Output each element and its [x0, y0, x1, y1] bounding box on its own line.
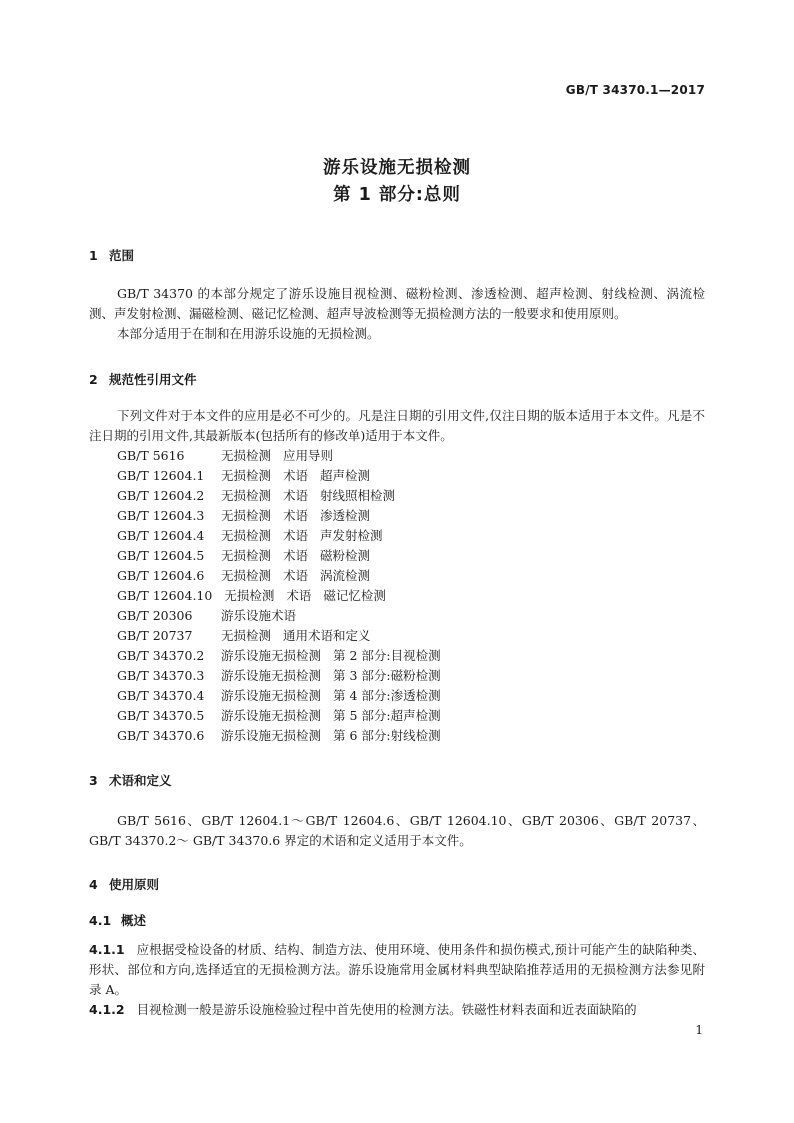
reference-code: GB/T 12604.2	[117, 488, 205, 503]
standard-code: GB/T 34370.1—2017	[565, 83, 705, 97]
reference-title-part: 第 3 部分:磁粉检测	[333, 668, 441, 683]
section-heading-normative-references	[89, 370, 197, 388]
section-number: 1	[89, 248, 98, 263]
reference-title-part: 术语	[283, 548, 309, 563]
reference-code: GB/T 34370.3	[117, 668, 205, 683]
clause-text: 应根据受检设备的材质、结构、制造方法、使用环境、使用条件和损伤模式,预计可能产生的缺陷种类、形状、部位和方向,选择适宜的无损检测方法。游乐设施常用金属材料典型缺陷推荐适用的无损检测方法参见附录 A。	[89, 942, 705, 997]
section-title: 术语和定义	[109, 773, 172, 788]
reference-title-part: 无损检测	[221, 548, 272, 563]
reference-title-part: 无损检测	[221, 508, 272, 523]
reference-title-part: 无损检测	[221, 528, 272, 543]
reference-code: GB/T 12604.1	[117, 468, 205, 483]
reference-code: GB/T 12604.4	[117, 528, 205, 543]
document-part-title: 第 1 部分:总则	[333, 185, 461, 205]
reference-title-part: 术语	[286, 588, 312, 603]
section-title: 使用原则	[109, 877, 160, 892]
page-number: 1	[695, 1023, 703, 1037]
reference-title-part: 应用导则	[283, 448, 334, 463]
reference-item	[117, 606, 441, 626]
reference-code: GB/T 20737	[117, 628, 193, 643]
section-heading-scope	[89, 246, 134, 264]
reference-title-part: 术语	[283, 508, 309, 523]
reference-code: GB/T 34370.6	[117, 728, 205, 743]
reference-item	[117, 726, 441, 746]
clause-number: 4.1.2	[89, 1002, 125, 1017]
section-number: 4	[89, 877, 98, 892]
reference-item	[117, 466, 441, 486]
clause-4-1-1	[89, 940, 705, 1000]
clause-number: 4.1.1	[89, 942, 125, 957]
reference-item	[117, 446, 441, 466]
reference-item	[117, 686, 441, 706]
reference-title-part: 无损检测	[221, 448, 272, 463]
scope-paragraph: GB/T 34370 的本部分规定了游乐设施目视检测、磁粉检测、渗透检测、超声检测、射线检测、涡流检测、声发射检测、漏磁检测、磁记忆检测、超声导波检测等无损检测方法的一般要求和使用原则。	[89, 286, 705, 321]
reference-item	[117, 586, 441, 606]
subsection-heading-overview	[89, 911, 146, 929]
section-title: 规范性引用文件	[109, 372, 197, 387]
reference-title-part: 无损检测	[221, 468, 272, 483]
reference-title-part: 声发射检测	[320, 528, 383, 543]
reference-title-part: 射线照相检测	[320, 488, 396, 503]
clause-4-1-2	[89, 1000, 705, 1020]
reference-item	[117, 566, 441, 586]
reference-title-part: 磁记忆检测	[323, 588, 386, 603]
reference-title-part: 无损检测	[221, 568, 272, 583]
reference-title-part: 无损检测	[221, 488, 272, 503]
section-heading-terms	[89, 771, 172, 789]
reference-code: GB/T 34370.5	[117, 708, 205, 723]
clause-text: 目视检测一般是游乐设施检验过程中首先使用的检测方法。铁磁性材料表面和近表面缺陷的	[136, 1002, 637, 1017]
reference-item	[117, 546, 441, 566]
reference-code: GB/T 34370.4	[117, 688, 205, 703]
reference-title-part: 术语	[283, 528, 309, 543]
reference-item	[117, 506, 441, 526]
reference-item	[117, 486, 441, 506]
reference-title-part: 游乐设施无损检测	[221, 648, 322, 663]
reference-item	[117, 666, 441, 686]
reference-title-part: 无损检测	[224, 588, 275, 603]
reference-code: GB/T 5616	[117, 448, 185, 463]
reference-title-part: 第 6 部分:射线检测	[333, 728, 441, 743]
reference-item	[117, 706, 441, 726]
reference-code: GB/T 34370.2	[117, 648, 205, 663]
subsection-number: 4.1	[89, 913, 112, 928]
reference-title-part: 术语	[283, 488, 309, 503]
reference-title-part: 通用术语和定义	[283, 628, 371, 643]
reference-title-part: 游乐设施无损检测	[221, 708, 322, 723]
reference-title-part: 磁粉检测	[320, 548, 371, 563]
scope-applicability-paragraph: 本部分适用于在制和在用游乐设施的无损检测。	[117, 326, 380, 341]
reference-title-part: 第 4 部分:渗透检测	[333, 688, 441, 703]
reference-code: GB/T 12604.5	[117, 548, 205, 563]
section-heading-principles	[89, 875, 159, 893]
section-number: 3	[89, 773, 98, 788]
reference-title-part: 游乐设施术语	[221, 608, 297, 623]
reference-code: GB/T 12604.3	[117, 508, 205, 523]
normative-reference-list	[117, 446, 441, 746]
reference-code: GB/T 12604.10	[117, 588, 213, 603]
terms-paragraph: GB/T 5616、GB/T 12604.1～GB/T 12604.6、GB/T 12604.10、GB/T 20306、GB/T 20737、GB/T 34370.2～ GB/T 34370.6 界定的术语和定义适用于本文件。	[89, 813, 705, 848]
normative-references-intro: 下列文件对于本文件的应用是必不可少的。凡是注日期的引用文件,仅注日期的版本适用于本文件。凡是不注日期的引用文件,其最新版本(包括所有的修改单)适用于本文件。	[89, 408, 705, 443]
reference-title-part: 第 5 部分:超声检测	[333, 708, 441, 723]
reference-item	[117, 626, 441, 646]
reference-title-part: 游乐设施无损检测	[221, 668, 322, 683]
document-title: 游乐设施无损检测	[323, 158, 471, 178]
section-title: 范围	[109, 248, 135, 263]
reference-title-part: 术语	[283, 568, 309, 583]
reference-item	[117, 526, 441, 546]
reference-title-part: 游乐设施无损检测	[221, 728, 322, 743]
reference-title-part: 涡流检测	[320, 568, 371, 583]
reference-title-part: 超声检测	[320, 468, 371, 483]
reference-title-part: 第 2 部分:目视检测	[333, 648, 441, 663]
reference-item	[117, 646, 441, 666]
reference-code: GB/T 20306	[117, 608, 193, 623]
reference-title-part: 无损检测	[221, 628, 272, 643]
reference-title-part: 游乐设施无损检测	[221, 688, 322, 703]
reference-title-part: 术语	[283, 468, 309, 483]
reference-code: GB/T 12604.6	[117, 568, 205, 583]
reference-title-part: 渗透检测	[320, 508, 371, 523]
section-number: 2	[89, 372, 98, 387]
subsection-title: 概述	[121, 913, 147, 928]
